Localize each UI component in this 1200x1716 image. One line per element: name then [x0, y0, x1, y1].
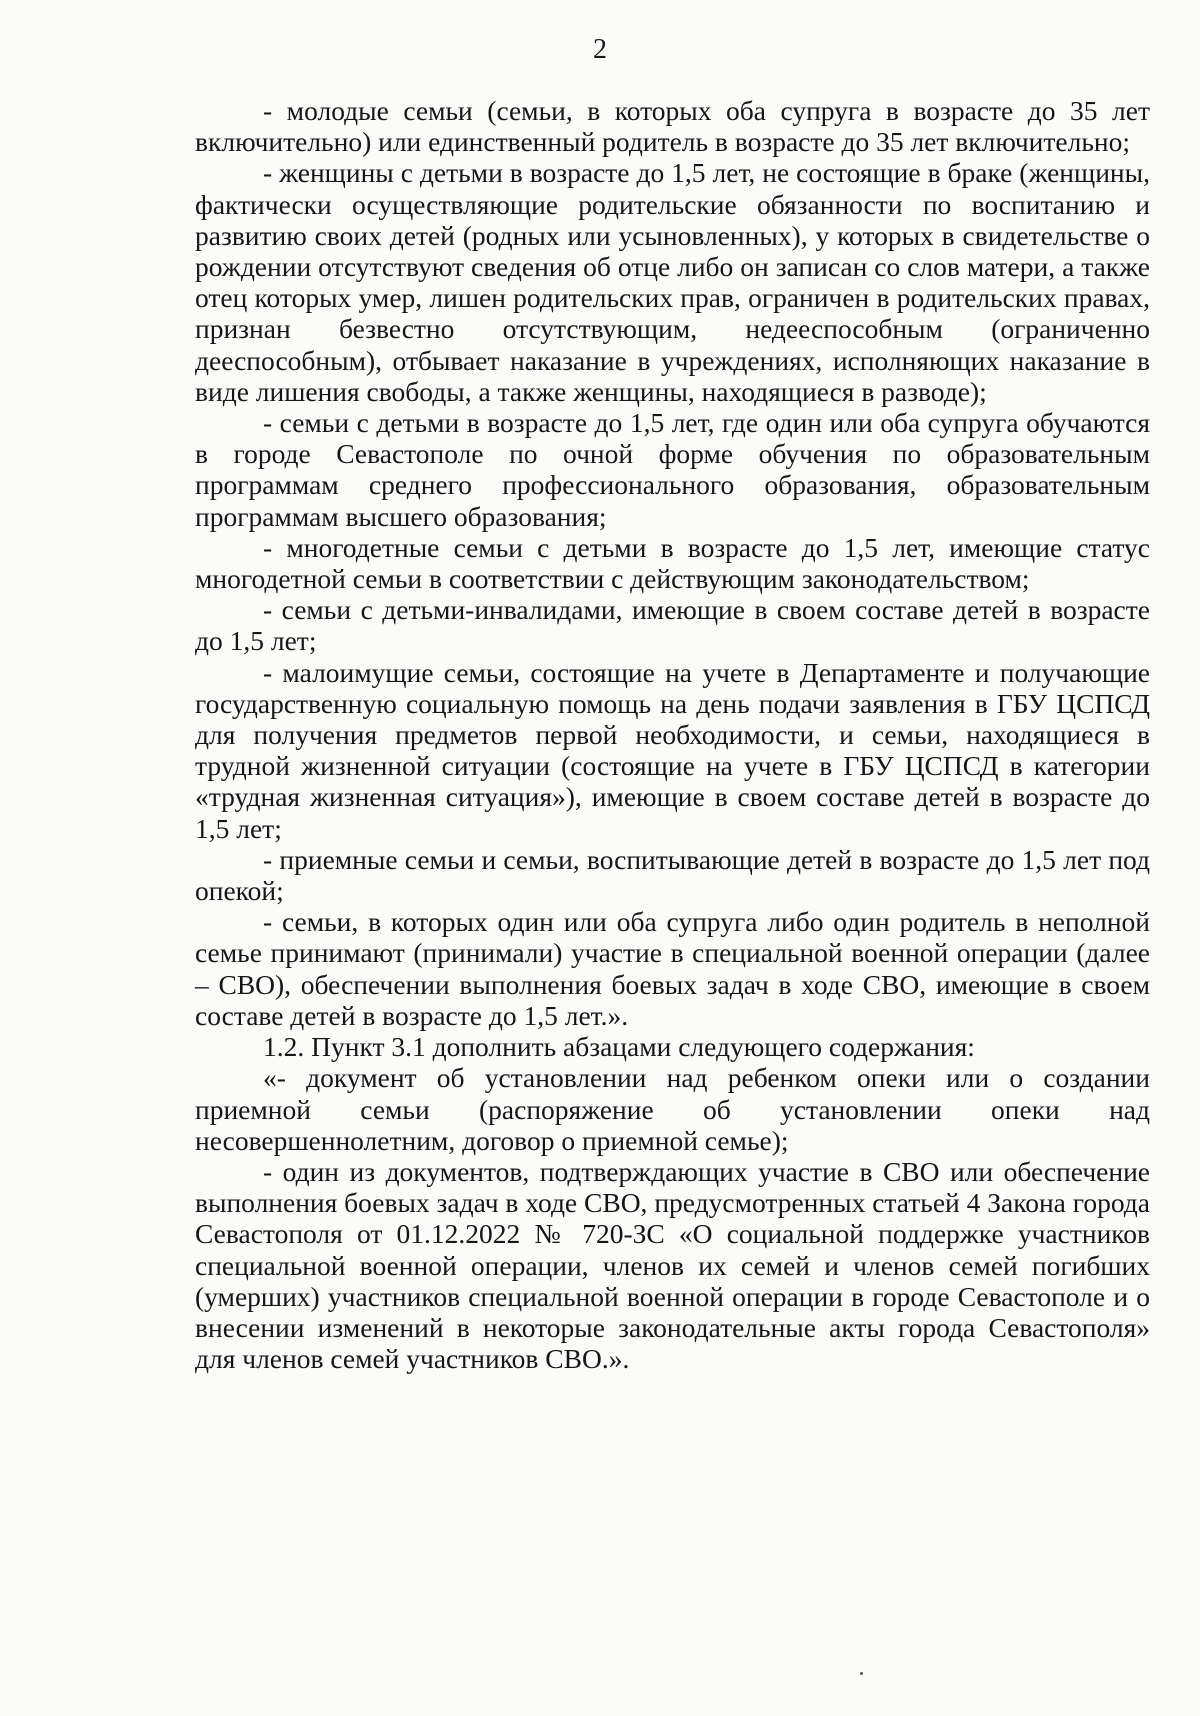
paragraph-svo-document: - один из документов, подтверждающих участие в СВО или обеспечение выполнения боевых задач в ходе СВО, предусмотренных статьей 4 Закона города Севастополя от 01.12.2022 № 720-ЗС «О социальной поддержке участников специальной военной операции, членов их семей и членов семей погибших (умерших) участников специальной военной операции в городе Севастополе и о внесении изменений в некоторые законодательные акты города Севастополя» для членов семей участников СВО.». [195, 1155, 1150, 1375]
paragraph-disabled-children: - семьи с детьми-инвалидами, имеющие в своем составе детей в возрасте до 1,5 лет; [195, 594, 1150, 657]
paragraph-foster-families: - приемные семьи и семьи, воспитывающие детей в возрасте до 1,5 лет под опекой; [195, 843, 1150, 907]
paragraph-item-1-2: 1.2. Пункт 3.1 дополнить абзацами следующего содержания: [263, 1031, 975, 1063]
document-body [195, 95, 1150, 1374]
scan-speck [860, 1672, 863, 1675]
paragraph-svo-families: - семьи, в которых один или оба супруга либо один родитель в неполной семье принимают (принимали) участие в специальной военной операции (далее – СВО), обеспечении выполнения боевых задач в ходе СВО, имеющие в своем составе детей в возрасте до 1,5 лет.». [195, 906, 1150, 1031]
paragraph-large-families: - многодетные семьи с детьми в возрасте до 1,5 лет, имеющие статус многодетной семьи в соответствии с действующим законодательством; [195, 531, 1150, 595]
paragraph-young-families: - молодые семьи (семьи, в которых оба супруга в возрасте до 35 лет включительно) или единственный родитель в возрасте до 35 лет включительно; [195, 95, 1150, 158]
paragraph-single-women: - женщины с детьми в возрасте до 1,5 лет, не состоящие в браке (женщины, фактически осуществляющие родительские обязанности по воспитанию и развитию своих детей (родных или усыновленных), у которых в свидетельстве о рождении отсутствуют сведения об отце либо он записан со слов матери, а также отец которых умер, лишен родительских прав, ограничен в родительских правах, признан безвестно отсутствующим, недееспособным (ограниченно дееспособным), отбывает наказание в учреждениях, исполняющих наказание в виде лишения свободы, а также женщины, находящиеся в разводе); [195, 157, 1150, 407]
paragraph-guardianship-document: «- документ об установлении над ребенком опеки или о создании приемной семьи (распоряжение об установлении опеки над несовершеннолетним, договор о приемной семье); [195, 1062, 1150, 1156]
paragraph-low-income: - малоимущие семьи, состоящие на учете в Департаменте и получающие государственную социальную помощь на день подачи заявления в ГБУ ЦСПСД для получения предметов первой необходимости, и семьи, находящиеся в трудной жизненной ситуации (состоящие на учете в ГБУ ЦСПСД в категории «трудная жизненная ситуация»), имеющие в своем составе детей в возрасте до 1,5 лет; [195, 656, 1150, 844]
page-number: 2 [593, 34, 607, 65]
paragraph-student-families: - семьи с детьми в возрасте до 1,5 лет, где один или оба супруга обучаются в городе Севастополе по очной форме обучения по образовательным программам среднего профессионального образования, образовательным программам высшего образования; [195, 407, 1150, 532]
